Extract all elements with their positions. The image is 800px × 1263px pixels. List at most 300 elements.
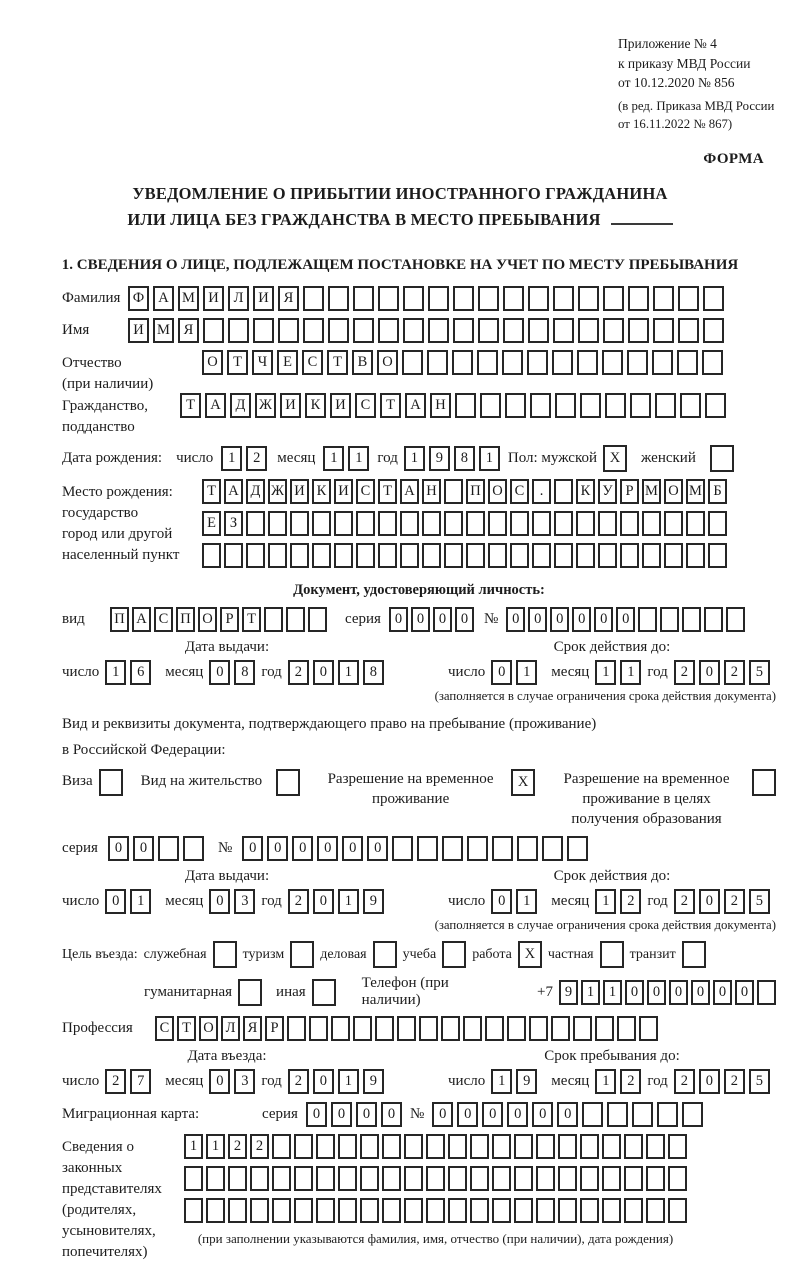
phone-digit-cell[interactable]: 0 <box>625 980 644 1005</box>
birth-place-cell[interactable]: А <box>400 479 419 504</box>
residence-number-cell[interactable] <box>467 836 488 861</box>
birth-place-cell[interactable]: . <box>532 479 551 504</box>
surname-cell[interactable] <box>478 286 499 311</box>
birth-place-cell[interactable] <box>598 543 617 568</box>
stay-month-cell[interactable]: 2 <box>620 1069 641 1094</box>
birth-day-cell[interactable]: 1 <box>221 446 242 471</box>
doc-number-cell[interactable] <box>638 607 657 632</box>
profession-cell[interactable] <box>397 1016 416 1041</box>
purpose-business-box[interactable] <box>373 941 397 968</box>
citizenship-cell[interactable] <box>505 393 526 418</box>
legal-representative-cell[interactable] <box>492 1166 511 1191</box>
doc-series-cell[interactable]: 0 <box>433 607 452 632</box>
citizenship-cell[interactable]: Н <box>430 393 451 418</box>
citizenship-cell[interactable]: И <box>330 393 351 418</box>
profession-cell[interactable] <box>485 1016 504 1041</box>
doc-number-cell[interactable] <box>704 607 723 632</box>
birth-place-cell[interactable] <box>246 511 265 536</box>
residence-number-cell[interactable] <box>417 836 438 861</box>
migration-series-cell[interactable]: 0 <box>331 1102 352 1127</box>
birth-place-cell[interactable] <box>202 543 221 568</box>
legal-representative-cell[interactable] <box>206 1198 225 1223</box>
birth-place-cell[interactable]: У <box>598 479 617 504</box>
birth-place-cell[interactable] <box>576 543 595 568</box>
patronymic-cell[interactable] <box>527 350 548 375</box>
doc-number-cell[interactable] <box>682 607 701 632</box>
profession-cell[interactable] <box>639 1016 658 1041</box>
legal-representative-cell[interactable] <box>668 1166 687 1191</box>
doc-number-cell[interactable]: 0 <box>572 607 591 632</box>
identity-issue-year-cell[interactable]: 2 <box>288 660 309 685</box>
legal-representative-cell[interactable] <box>448 1134 467 1159</box>
doc-kind-cell[interactable]: О <box>198 607 217 632</box>
identity-expiry-year-cell[interactable]: 2 <box>724 660 745 685</box>
purpose-humanitarian-box[interactable] <box>238 979 262 1006</box>
legal-representative-cell[interactable] <box>228 1166 247 1191</box>
purpose-private-box[interactable] <box>600 941 624 968</box>
doc-number-cell[interactable]: 0 <box>616 607 635 632</box>
birth-place-cell[interactable] <box>444 543 463 568</box>
doc-kind-cell[interactable]: П <box>176 607 195 632</box>
patronymic-cell[interactable]: О <box>377 350 398 375</box>
legal-representative-cell[interactable] <box>448 1166 467 1191</box>
surname-cell[interactable] <box>328 286 349 311</box>
citizenship-cell[interactable] <box>480 393 501 418</box>
residence-issue-month-cell[interactable]: 0 <box>209 889 230 914</box>
purpose-other-box[interactable] <box>312 979 336 1006</box>
surname-cell[interactable] <box>353 286 374 311</box>
citizenship-cell[interactable]: Т <box>380 393 401 418</box>
birth-place-cell[interactable] <box>312 543 331 568</box>
surname-cell[interactable]: А <box>153 286 174 311</box>
residence-series-cell[interactable]: 0 <box>108 836 129 861</box>
profession-cell[interactable] <box>375 1016 394 1041</box>
migration-series-cell[interactable]: 0 <box>381 1102 402 1127</box>
doc-number-cell[interactable] <box>726 607 745 632</box>
birth-place-cell[interactable] <box>246 543 265 568</box>
legal-representative-cell[interactable] <box>250 1198 269 1223</box>
surname-cell[interactable]: Л <box>228 286 249 311</box>
surname-cell[interactable] <box>403 286 424 311</box>
citizenship-cell[interactable] <box>655 393 676 418</box>
identity-expiry-year-cell[interactable]: 0 <box>699 660 720 685</box>
doc-number-cell[interactable]: 0 <box>594 607 613 632</box>
residence-issue-year-cell[interactable]: 1 <box>338 889 359 914</box>
legal-representative-cell[interactable] <box>316 1166 335 1191</box>
legal-representative-cell[interactable] <box>514 1166 533 1191</box>
entry-year-cell[interactable]: 1 <box>338 1069 359 1094</box>
given-name-cell[interactable] <box>653 318 674 343</box>
birth-place-cell[interactable] <box>708 511 727 536</box>
given-name-cell[interactable] <box>703 318 724 343</box>
residence-expiry-year-cell[interactable]: 2 <box>724 889 745 914</box>
birth-place-cell[interactable]: А <box>224 479 243 504</box>
residence-number-cell[interactable]: 0 <box>292 836 313 861</box>
birth-place-cell[interactable] <box>642 543 661 568</box>
birth-place-cell[interactable] <box>224 543 243 568</box>
birth-place-cell[interactable] <box>686 511 705 536</box>
phone-digit-cell[interactable]: 0 <box>669 980 688 1005</box>
legal-representative-cell[interactable] <box>272 1134 291 1159</box>
surname-cell[interactable] <box>528 286 549 311</box>
patronymic-cell[interactable] <box>427 350 448 375</box>
residence-expiry-month-cell[interactable]: 2 <box>620 889 641 914</box>
doc-kind-cell[interactable]: Т <box>242 607 261 632</box>
patronymic-cell[interactable] <box>502 350 523 375</box>
doc-series-cell[interactable]: 0 <box>455 607 474 632</box>
residence-expiry-year-cell[interactable]: 5 <box>749 889 770 914</box>
identity-issue-day-cell[interactable]: 1 <box>105 660 126 685</box>
phone-digit-cell[interactable]: 0 <box>735 980 754 1005</box>
legal-representative-cell[interactable] <box>646 1198 665 1223</box>
residence-issue-month-cell[interactable]: 3 <box>234 889 255 914</box>
residence-number-cell[interactable] <box>542 836 563 861</box>
phone-digit-cell[interactable]: 0 <box>691 980 710 1005</box>
patronymic-cell[interactable]: О <box>202 350 223 375</box>
sex-female-box[interactable] <box>710 445 734 472</box>
residence-number-cell[interactable] <box>517 836 538 861</box>
legal-representative-cell[interactable] <box>360 1198 379 1223</box>
migration-number-cell[interactable] <box>607 1102 628 1127</box>
doc-series-cell[interactable]: 0 <box>389 607 408 632</box>
birth-place-cell[interactable] <box>422 511 441 536</box>
profession-cell[interactable]: С <box>155 1016 174 1041</box>
citizenship-cell[interactable] <box>580 393 601 418</box>
profession-cell[interactable] <box>463 1016 482 1041</box>
given-name-cell[interactable] <box>578 318 599 343</box>
identity-issue-year-cell[interactable]: 0 <box>313 660 334 685</box>
profession-cell[interactable] <box>419 1016 438 1041</box>
surname-cell[interactable]: И <box>203 286 224 311</box>
birth-place-cell[interactable] <box>620 511 639 536</box>
birth-place-cell[interactable] <box>664 511 683 536</box>
phone-digit-cell[interactable]: 0 <box>647 980 666 1005</box>
migration-number-cell[interactable] <box>657 1102 678 1127</box>
legal-representative-cell[interactable] <box>580 1198 599 1223</box>
doc-number-cell[interactable]: 0 <box>528 607 547 632</box>
citizenship-cell[interactable]: Ж <box>255 393 276 418</box>
phone-digit-cell[interactable]: 1 <box>603 980 622 1005</box>
legal-representative-cell[interactable] <box>404 1198 423 1223</box>
patronymic-cell[interactable] <box>402 350 423 375</box>
given-name-cell[interactable] <box>428 318 449 343</box>
birth-place-cell[interactable] <box>356 543 375 568</box>
residence-number-cell[interactable]: 0 <box>317 836 338 861</box>
given-name-cell[interactable] <box>603 318 624 343</box>
residence-number-cell[interactable] <box>442 836 463 861</box>
identity-expiry-month-cell[interactable]: 1 <box>620 660 641 685</box>
legal-representative-cell[interactable] <box>536 1166 555 1191</box>
identity-issue-month-cell[interactable]: 8 <box>234 660 255 685</box>
citizenship-cell[interactable] <box>455 393 476 418</box>
birth-place-cell[interactable]: Н <box>422 479 441 504</box>
birth-place-cell[interactable]: С <box>510 479 529 504</box>
migration-number-cell[interactable] <box>682 1102 703 1127</box>
residence-issue-year-cell[interactable]: 2 <box>288 889 309 914</box>
residence-expiry-day-cell[interactable]: 1 <box>516 889 537 914</box>
doc-kind-cell[interactable]: С <box>154 607 173 632</box>
birth-place-cell[interactable]: Т <box>378 479 397 504</box>
birth-place-cell[interactable]: Е <box>202 511 221 536</box>
legal-representative-cell[interactable] <box>316 1198 335 1223</box>
entry-year-cell[interactable]: 2 <box>288 1069 309 1094</box>
given-name-cell[interactable] <box>553 318 574 343</box>
birth-place-cell[interactable] <box>510 511 529 536</box>
residence-expiry-year-cell[interactable]: 2 <box>674 889 695 914</box>
birth-month-cell[interactable]: 1 <box>348 446 369 471</box>
profession-cell[interactable] <box>573 1016 592 1041</box>
sex-male-box[interactable]: X <box>603 445 627 472</box>
patronymic-cell[interactable] <box>702 350 723 375</box>
birth-place-cell[interactable] <box>268 543 287 568</box>
birth-place-cell[interactable] <box>312 511 331 536</box>
given-name-cell[interactable] <box>203 318 224 343</box>
phone-digit-cell[interactable]: 0 <box>713 980 732 1005</box>
birth-place-cell[interactable] <box>554 543 573 568</box>
legal-representative-cell[interactable] <box>470 1198 489 1223</box>
surname-cell[interactable] <box>453 286 474 311</box>
surname-cell[interactable] <box>303 286 324 311</box>
given-name-cell[interactable] <box>528 318 549 343</box>
profession-cell[interactable] <box>331 1016 350 1041</box>
given-name-cell[interactable]: Я <box>178 318 199 343</box>
stay-year-cell[interactable]: 5 <box>749 1069 770 1094</box>
visa-box[interactable] <box>99 769 123 796</box>
legal-representative-cell[interactable] <box>624 1198 643 1223</box>
citizenship-cell[interactable] <box>680 393 701 418</box>
residence-series-cell[interactable] <box>158 836 179 861</box>
legal-representative-cell[interactable] <box>558 1166 577 1191</box>
profession-cell[interactable] <box>309 1016 328 1041</box>
residence-number-cell[interactable]: 0 <box>267 836 288 861</box>
legal-representative-cell[interactable] <box>492 1134 511 1159</box>
profession-cell[interactable] <box>441 1016 460 1041</box>
legal-representative-cell[interactable] <box>382 1198 401 1223</box>
profession-cell[interactable] <box>617 1016 636 1041</box>
legal-representative-cell[interactable] <box>514 1134 533 1159</box>
temp-permit-box[interactable]: X <box>511 769 535 796</box>
given-name-cell[interactable] <box>678 318 699 343</box>
residence-series-cell[interactable]: 0 <box>133 836 154 861</box>
entry-month-cell[interactable]: 3 <box>234 1069 255 1094</box>
given-name-cell[interactable] <box>353 318 374 343</box>
patronymic-cell[interactable] <box>552 350 573 375</box>
edu-permit-box[interactable] <box>752 769 776 796</box>
stay-month-cell[interactable]: 1 <box>595 1069 616 1094</box>
legal-representative-cell[interactable] <box>426 1198 445 1223</box>
identity-issue-year-cell[interactable]: 8 <box>363 660 384 685</box>
residence-issue-day-cell[interactable]: 1 <box>130 889 151 914</box>
legal-representative-cell[interactable] <box>272 1198 291 1223</box>
legal-representative-cell[interactable] <box>558 1134 577 1159</box>
citizenship-cell[interactable] <box>630 393 651 418</box>
birth-place-cell[interactable] <box>466 543 485 568</box>
given-name-cell[interactable] <box>228 318 249 343</box>
patronymic-cell[interactable]: С <box>302 350 323 375</box>
birth-place-cell[interactable] <box>466 511 485 536</box>
entry-day-cell[interactable]: 2 <box>105 1069 126 1094</box>
birth-place-cell[interactable]: К <box>576 479 595 504</box>
birth-place-cell[interactable] <box>400 511 419 536</box>
stay-year-cell[interactable]: 2 <box>674 1069 695 1094</box>
birth-place-cell[interactable] <box>268 511 287 536</box>
birth-place-cell[interactable] <box>378 543 397 568</box>
patronymic-cell[interactable]: Е <box>277 350 298 375</box>
patronymic-cell[interactable] <box>577 350 598 375</box>
citizenship-cell[interactable] <box>530 393 551 418</box>
entry-year-cell[interactable]: 0 <box>313 1069 334 1094</box>
migration-number-cell[interactable]: 0 <box>507 1102 528 1127</box>
birth-place-cell[interactable] <box>400 543 419 568</box>
migration-series-cell[interactable]: 0 <box>306 1102 327 1127</box>
stay-day-cell[interactable]: 9 <box>516 1069 537 1094</box>
profession-cell[interactable] <box>595 1016 614 1041</box>
doc-kind-cell[interactable]: Р <box>220 607 239 632</box>
residence-expiry-month-cell[interactable]: 1 <box>595 889 616 914</box>
given-name-cell[interactable]: М <box>153 318 174 343</box>
birth-place-cell[interactable] <box>334 511 353 536</box>
birth-place-cell[interactable] <box>334 543 353 568</box>
birth-place-cell[interactable]: Р <box>620 479 639 504</box>
legal-representative-cell[interactable] <box>624 1134 643 1159</box>
citizenship-cell[interactable] <box>605 393 626 418</box>
doc-kind-cell[interactable]: А <box>132 607 151 632</box>
entry-day-cell[interactable]: 7 <box>130 1069 151 1094</box>
birth-place-cell[interactable] <box>708 543 727 568</box>
profession-cell[interactable]: Л <box>221 1016 240 1041</box>
given-name-cell[interactable] <box>628 318 649 343</box>
identity-expiry-year-cell[interactable]: 5 <box>749 660 770 685</box>
birth-place-cell[interactable] <box>532 543 551 568</box>
legal-representative-cell[interactable] <box>580 1134 599 1159</box>
surname-cell[interactable] <box>378 286 399 311</box>
identity-issue-year-cell[interactable]: 1 <box>338 660 359 685</box>
given-name-cell[interactable]: И <box>128 318 149 343</box>
birth-place-cell[interactable] <box>356 511 375 536</box>
entry-month-cell[interactable]: 0 <box>209 1069 230 1094</box>
doc-kind-cell[interactable]: П <box>110 607 129 632</box>
phone-digit-cell[interactable]: 1 <box>581 980 600 1005</box>
birth-place-cell[interactable] <box>488 511 507 536</box>
birth-place-cell[interactable] <box>642 511 661 536</box>
purpose-transit-box[interactable] <box>682 941 706 968</box>
legal-representative-cell[interactable]: 1 <box>184 1134 203 1159</box>
birth-place-cell[interactable] <box>444 511 463 536</box>
birth-year-cell[interactable]: 1 <box>404 446 425 471</box>
legal-representative-cell[interactable] <box>558 1198 577 1223</box>
birth-place-cell[interactable]: С <box>356 479 375 504</box>
birth-month-cell[interactable]: 1 <box>323 446 344 471</box>
patronymic-cell[interactable] <box>452 350 473 375</box>
given-name-cell[interactable] <box>478 318 499 343</box>
patronymic-cell[interactable] <box>602 350 623 375</box>
patronymic-cell[interactable] <box>627 350 648 375</box>
legal-representative-cell[interactable] <box>668 1134 687 1159</box>
legal-representative-cell[interactable] <box>602 1166 621 1191</box>
surname-cell[interactable] <box>653 286 674 311</box>
birth-place-cell[interactable]: О <box>664 479 683 504</box>
doc-kind-cell[interactable] <box>308 607 327 632</box>
profession-cell[interactable] <box>507 1016 526 1041</box>
doc-number-cell[interactable] <box>660 607 679 632</box>
given-name-cell[interactable] <box>303 318 324 343</box>
legal-representative-cell[interactable] <box>360 1166 379 1191</box>
surname-cell[interactable] <box>703 286 724 311</box>
birth-place-cell[interactable] <box>290 543 309 568</box>
given-name-cell[interactable] <box>253 318 274 343</box>
surname-cell[interactable] <box>678 286 699 311</box>
stay-year-cell[interactable]: 0 <box>699 1069 720 1094</box>
citizenship-cell[interactable]: Т <box>180 393 201 418</box>
doc-number-cell[interactable]: 0 <box>506 607 525 632</box>
legal-representative-cell[interactable] <box>624 1166 643 1191</box>
profession-cell[interactable] <box>551 1016 570 1041</box>
legal-representative-cell[interactable] <box>470 1166 489 1191</box>
patronymic-cell[interactable] <box>477 350 498 375</box>
surname-cell[interactable]: Ф <box>128 286 149 311</box>
migration-number-cell[interactable]: 0 <box>482 1102 503 1127</box>
stay-day-cell[interactable]: 1 <box>491 1069 512 1094</box>
legal-representative-cell[interactable] <box>250 1166 269 1191</box>
legal-representative-cell[interactable] <box>646 1166 665 1191</box>
birth-place-cell[interactable] <box>290 511 309 536</box>
purpose-tourism-box[interactable] <box>290 941 314 968</box>
legal-representative-cell[interactable] <box>382 1166 401 1191</box>
legal-representative-cell[interactable] <box>382 1134 401 1159</box>
purpose-official-box[interactable] <box>213 941 237 968</box>
surname-cell[interactable] <box>428 286 449 311</box>
entry-year-cell[interactable]: 9 <box>363 1069 384 1094</box>
birth-place-cell[interactable] <box>422 543 441 568</box>
birth-place-cell[interactable] <box>576 511 595 536</box>
legal-representative-cell[interactable] <box>338 1166 357 1191</box>
birth-year-cell[interactable]: 8 <box>454 446 475 471</box>
legal-representative-cell[interactable] <box>646 1134 665 1159</box>
residence-issue-day-cell[interactable]: 0 <box>105 889 126 914</box>
legal-representative-cell[interactable] <box>470 1134 489 1159</box>
doc-kind-cell[interactable] <box>264 607 283 632</box>
birth-place-cell[interactable]: М <box>686 479 705 504</box>
citizenship-cell[interactable]: К <box>305 393 326 418</box>
profession-cell[interactable] <box>353 1016 372 1041</box>
residence-expiry-day-cell[interactable]: 0 <box>491 889 512 914</box>
birth-place-cell[interactable]: Т <box>202 479 221 504</box>
birth-place-cell[interactable]: О <box>488 479 507 504</box>
citizenship-cell[interactable] <box>555 393 576 418</box>
migration-number-cell[interactable]: 0 <box>457 1102 478 1127</box>
legal-representative-cell[interactable] <box>580 1166 599 1191</box>
legal-representative-cell[interactable] <box>338 1134 357 1159</box>
migration-series-cell[interactable]: 0 <box>356 1102 377 1127</box>
birth-place-cell[interactable]: И <box>334 479 353 504</box>
migration-number-cell[interactable] <box>632 1102 653 1127</box>
legal-representative-cell[interactable] <box>184 1198 203 1223</box>
stay-year-cell[interactable]: 2 <box>724 1069 745 1094</box>
given-name-cell[interactable] <box>403 318 424 343</box>
legal-representative-cell[interactable] <box>602 1198 621 1223</box>
phone-digit-cell[interactable] <box>757 980 776 1005</box>
legal-representative-cell[interactable]: 1 <box>206 1134 225 1159</box>
legal-representative-cell[interactable] <box>426 1134 445 1159</box>
birth-place-cell[interactable]: Д <box>246 479 265 504</box>
legal-representative-cell[interactable] <box>294 1134 313 1159</box>
given-name-cell[interactable] <box>453 318 474 343</box>
legal-representative-cell[interactable] <box>206 1166 225 1191</box>
patronymic-cell[interactable]: В <box>352 350 373 375</box>
purpose-study-box[interactable] <box>442 941 466 968</box>
birth-place-cell[interactable] <box>554 511 573 536</box>
birth-place-cell[interactable] <box>488 543 507 568</box>
